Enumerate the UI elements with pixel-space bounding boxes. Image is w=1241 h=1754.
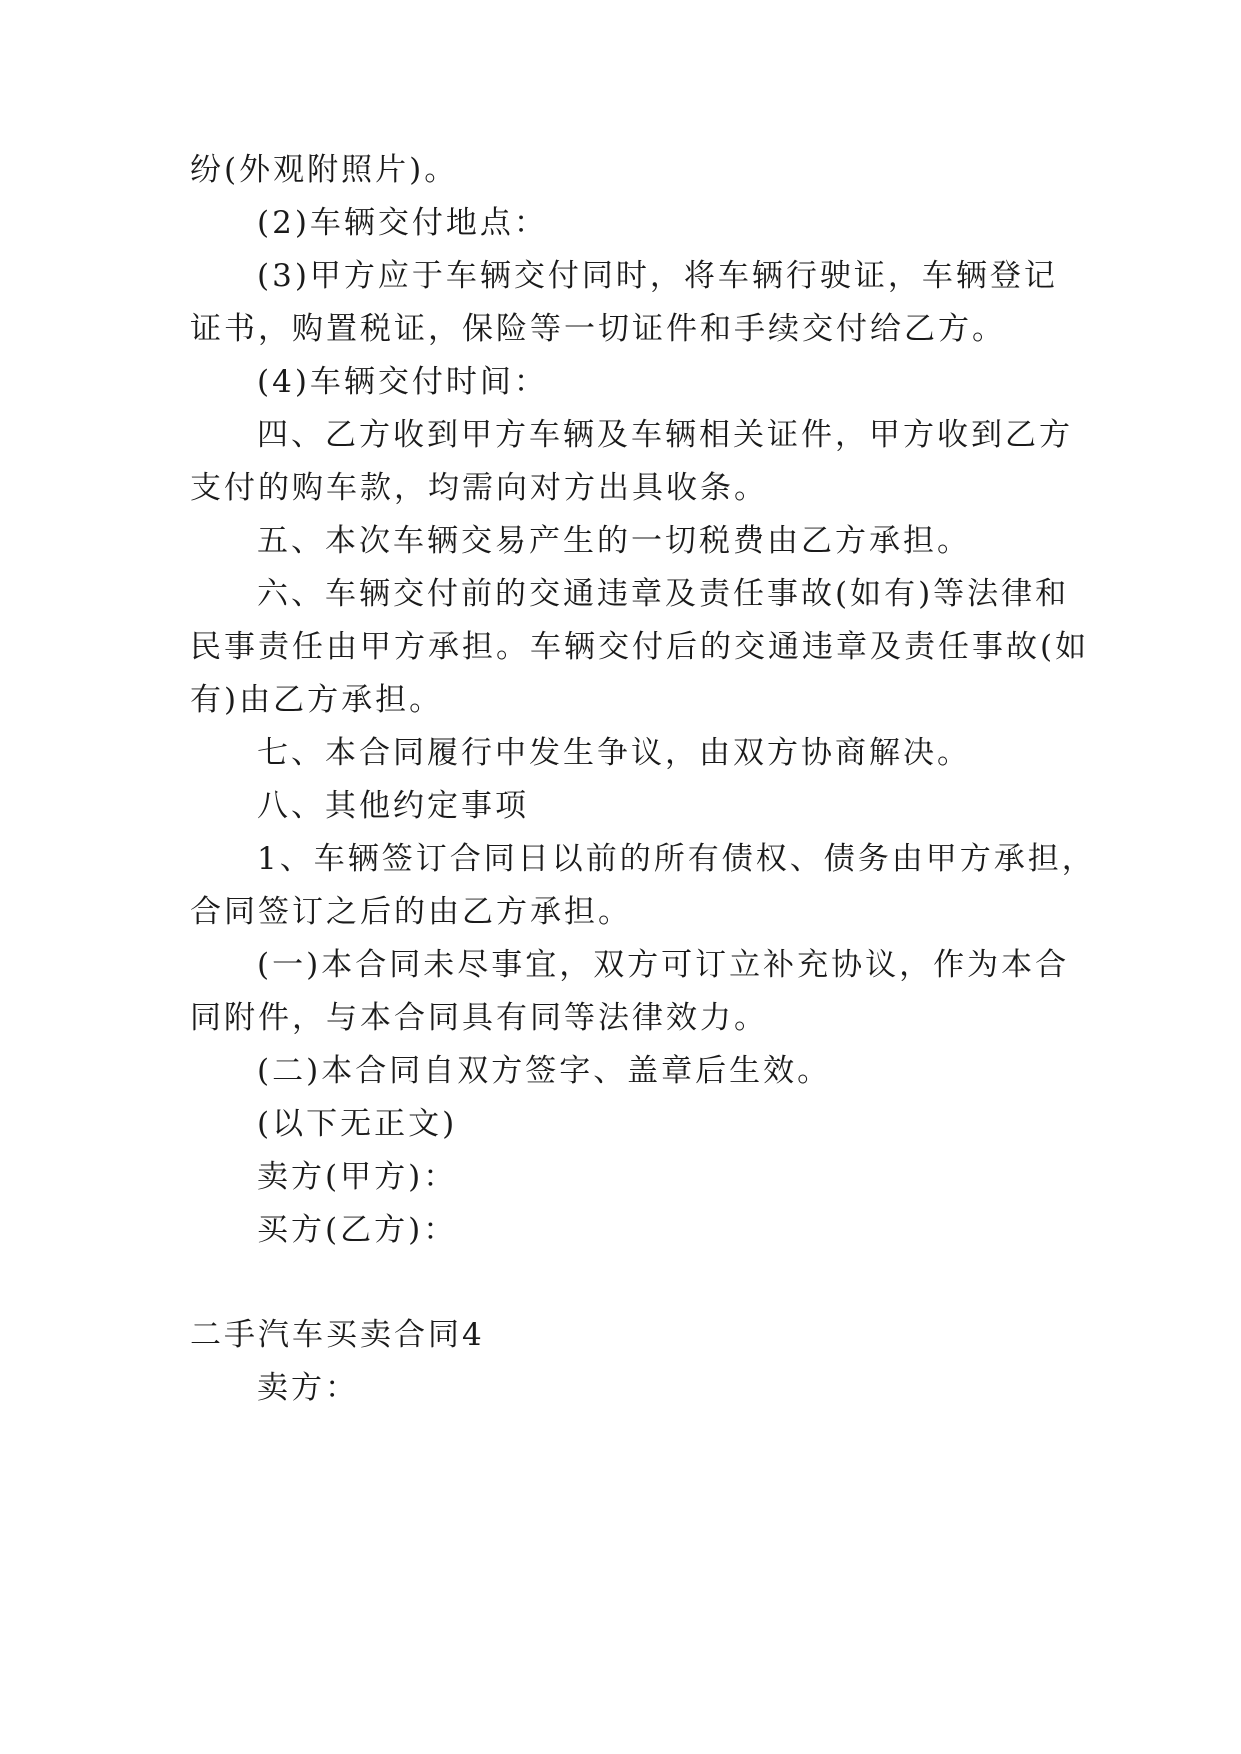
text-line: (一)本合同未尽事宜，双方可订立补充协议，作为本合 [257,947,1070,983]
text-line: (二)本合同自双方签字、盖章后生效。 [257,1053,832,1089]
text-line: 合同签订之后的由乙方承担。 [190,894,632,930]
text-line: 支付的购车款，均需向对方出具收条。 [190,470,768,506]
text-line: 七、本合同履行中发生争议，由双方协商解决。 [257,735,971,771]
text-line: 八、其他约定事项 [257,788,529,824]
text-line: 六、车辆交付前的交通违章及责任事故(如有)等法律和 [257,576,1070,612]
text-line: 有)由乙方承担。 [190,682,444,718]
text-line: 1、车辆签订合同日以前的所有债权、债务由甲方承担， [257,841,1096,877]
text-line: (以下无正文) [257,1106,458,1142]
text-line: (4)车辆交付时间： [257,364,548,400]
text-line: (3)甲方应于车辆交付同时，将车辆行驶证，车辆登记 [257,258,1058,294]
text-line: 五、本次车辆交易产生的一切税费由乙方承担。 [257,523,971,559]
signature-label-buyer: 买方(乙方)： [257,1212,458,1248]
text-line: 卖方： [257,1370,359,1406]
text-line: 纷(外观附照片)。 [190,152,459,188]
text-line: 四、乙方收到甲方车辆及车辆相关证件，甲方收到乙方 [257,417,1073,453]
text-line: (2)车辆交付地点： [257,205,548,241]
text-line: 同附件，与本合同具有同等法律效力。 [190,1000,768,1036]
signature-label-seller: 卖方(甲方)： [257,1159,458,1195]
text-line: 证书，购置税证，保险等一切证件和手续交付给乙方。 [190,311,1006,347]
text-line: 民事责任由甲方承担。车辆交付后的交通违章及责任事故(如 [190,629,1090,665]
section-heading: 二手汽车买卖合同4 [190,1317,485,1353]
